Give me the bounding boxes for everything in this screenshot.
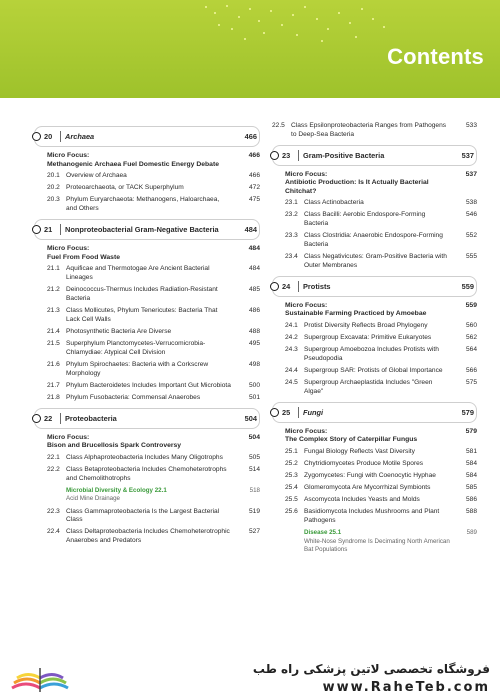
section-title: Chytridiomycetes Produce Motile Spores	[304, 460, 424, 468]
page-number: 533	[465, 122, 477, 129]
page-number: 472	[248, 184, 260, 192]
page-number: 555	[465, 253, 477, 261]
page-number: 588	[465, 508, 477, 516]
section-title: Superphylum Planctomycetes-Verrucomicrobia-Chlamydiae: Atypical Cell Division	[66, 339, 206, 356]
section-number: 20.2	[47, 184, 60, 192]
section-number: 20.3	[47, 196, 60, 204]
divider	[298, 407, 299, 418]
section-number: 25.1	[285, 447, 298, 455]
section-number: 24.1	[285, 322, 298, 330]
page-number: 466	[248, 172, 260, 180]
toc-entry[interactable]	[272, 367, 477, 376]
page-number: 484	[248, 244, 260, 252]
section-title: Glomeromycota Are Mycorrhizal Symbionts	[304, 484, 431, 492]
toc-entry[interactable]	[34, 454, 260, 463]
page-number: 586	[465, 496, 477, 504]
section-number: 21.6	[47, 360, 60, 368]
watermark-url[interactable]: www.RaheTeb.com	[322, 680, 490, 695]
toc-entry[interactable]	[34, 382, 260, 391]
micro-focus-label: Micro Focus:	[47, 433, 90, 441]
section-title: Photosynthetic Bacteria Are Diverse	[66, 327, 172, 335]
section-title: Class Negativicutes: Gram-Positive Bacteria with Outer Membranes	[304, 253, 447, 270]
section-title: Deinococcus-Thermus Includes Radiation-Resistant Bacteria	[66, 286, 218, 302]
page-number: 560	[465, 322, 477, 330]
section-title: Class Actinobacteria	[304, 199, 364, 207]
chapter-title: Protists	[303, 281, 331, 291]
divider	[298, 281, 299, 292]
page-number: 537	[465, 170, 477, 178]
section-title: Fungal Biology Reflects Vast Diversity	[304, 447, 415, 455]
micro-focus-entry[interactable]	[272, 428, 477, 445]
micro-focus-entry[interactable]	[272, 302, 477, 319]
toc-entry[interactable]	[272, 484, 477, 493]
section-title: Class Epsilonproteobacteria Ranges from Pathogens to Deep-Sea Bacteria	[291, 122, 447, 138]
toc-left-column	[34, 121, 260, 549]
feature-box-title: Acid Mine Drainage	[66, 495, 120, 503]
section-title: Protist Diversity Reflects Broad Phylogeny	[304, 322, 428, 330]
feature-box-label: Microbial Diversity & Ecology 22.1	[66, 486, 167, 494]
page-number: 498	[248, 360, 260, 368]
section-number: 24.3	[285, 346, 298, 354]
watermark-site-name: فروشگاه تخصصی لاتین پزشکی راه طب	[252, 662, 490, 676]
toc-entry[interactable]	[34, 172, 260, 181]
page-number: 566	[465, 367, 477, 375]
page-number: 552	[465, 232, 477, 240]
chapter-bullet-icon	[270, 282, 279, 291]
micro-focus-entry[interactable]	[34, 245, 260, 262]
toc-entry[interactable]	[272, 346, 477, 364]
watermark-footer	[0, 650, 500, 700]
micro-focus-title: Antibiotic Production: Is It Actually Bacterial Chitchat?	[285, 179, 429, 195]
page-number: 538	[465, 199, 477, 207]
chapter-title: Nonproteobacterial Gram-Negative Bacteria	[65, 224, 219, 234]
micro-focus-entry[interactable]	[34, 434, 260, 451]
toc-entry[interactable]	[34, 508, 260, 526]
toc-entry[interactable]	[34, 361, 260, 379]
toc-entry[interactable]	[34, 466, 260, 484]
toc-entry[interactable]	[272, 199, 477, 208]
chapter-number: 22	[44, 413, 53, 423]
chapter-number: 25	[282, 407, 291, 417]
section-number: 21.8	[47, 393, 60, 401]
feature-box-title: White-Nose Syndrome Is Decimating North American Bat Populations	[304, 537, 450, 554]
page-number: 485	[248, 286, 260, 294]
section-number: 21.4	[47, 327, 60, 335]
page-number: 486	[248, 306, 260, 314]
divider	[60, 131, 61, 142]
chapter-heading[interactable]	[34, 219, 260, 240]
micro-focus-title: The Complex Story of Caterpillar Fungus	[285, 436, 418, 444]
page-number: 505	[248, 453, 260, 461]
toc-entry[interactable]	[272, 334, 477, 343]
page-number: 585	[465, 484, 477, 492]
chapter-bullet-icon	[270, 408, 279, 417]
micro-focus-entry[interactable]	[272, 171, 477, 197]
section-title: Supergroup Excavata: Primitive Eukaryotes	[304, 334, 432, 342]
toc-entry[interactable]	[272, 322, 477, 331]
toc-entry[interactable]	[272, 379, 477, 397]
section-number: 23.4	[285, 253, 298, 261]
page-number: 488	[248, 327, 260, 335]
micro-focus-label: Micro Focus:	[285, 427, 328, 435]
page-number: 495	[248, 339, 260, 347]
page-number: 579	[461, 407, 474, 417]
section-number: 20.1	[47, 172, 60, 180]
page-number: 484	[244, 224, 257, 234]
toc-entry[interactable]	[272, 122, 477, 140]
section-number: 22.1	[47, 453, 60, 461]
section-number: 21.7	[47, 381, 60, 389]
chapter-bullet-icon	[270, 151, 279, 160]
page-number: 584	[465, 460, 477, 468]
chapter-title: Fungi	[303, 407, 324, 417]
feature-box-label: Disease 25.1	[304, 529, 342, 537]
toc-entry[interactable]	[34, 528, 260, 546]
micro-focus-title: Fuel From Food Waste	[47, 253, 121, 261]
micro-focus-label: Micro Focus:	[47, 152, 90, 159]
section-number: 21.2	[47, 286, 60, 294]
micro-focus-entry[interactable]	[34, 152, 260, 169]
toc-entry[interactable]	[272, 232, 477, 250]
chapter-bullet-icon	[32, 132, 41, 141]
page-number: 514	[248, 465, 260, 473]
page-number: 504	[248, 433, 260, 441]
page-number: 504	[244, 413, 257, 423]
section-number: 22.5	[272, 122, 285, 129]
section-number: 25.6	[285, 508, 298, 516]
section-number: 22.4	[47, 528, 60, 536]
section-number: 21.3	[47, 306, 60, 314]
micro-focus-title: Sustainable Farming Practiced by Amoebae	[285, 310, 427, 318]
chapter-title: Proteobacteria	[65, 413, 117, 423]
section-title: Class Deltaproteobacteria Includes Chemoheterotrophic Anaerobes and Predators	[66, 528, 230, 545]
toc-entry[interactable]	[34, 184, 260, 193]
toc-right-column	[272, 122, 477, 559]
page-number: 584	[465, 472, 477, 480]
page-number: 589	[466, 529, 477, 537]
toc-entry[interactable]	[34, 196, 260, 214]
micro-focus-label: Micro Focus:	[47, 244, 90, 252]
micro-focus-title: Bison and Brucellosis Spark Controversy	[47, 442, 182, 450]
toc-entry[interactable]	[272, 448, 477, 457]
toc-entry[interactable]	[272, 508, 477, 526]
page-number: 562	[465, 334, 477, 342]
page-number: 537	[461, 150, 474, 160]
page-number: 559	[461, 281, 474, 291]
header-banner	[0, 0, 500, 98]
page-number: 575	[465, 379, 477, 387]
section-number: 22.3	[47, 507, 60, 515]
section-number: 24.2	[285, 334, 298, 342]
section-title: Class Betaproteobacteria Includes Chemoheterotrophs and Chemolithotrophs	[66, 465, 227, 482]
chapter-heading[interactable]	[272, 276, 477, 297]
section-title: Class Gammaproteobacteria Is the Largest Bacterial Class	[66, 507, 220, 524]
section-title: Phylum Euryarchaeota: Methanogens, Haloarchaea, and Others	[66, 196, 220, 213]
section-title: Phylum Bacteroidetes Includes Important Gut Microbiota	[66, 381, 231, 389]
section-number: 23.3	[285, 232, 298, 240]
section-number: 23.2	[285, 211, 298, 219]
chapter-number: 24	[282, 281, 291, 291]
section-title: Overview of Archaea	[66, 172, 127, 180]
section-number: 21.1	[47, 265, 60, 273]
feature-box-entry[interactable]	[34, 487, 260, 504]
page-number: 500	[248, 381, 260, 389]
section-title: Class Clostridia: Anaerobic Endospore-Forming Bacteria	[304, 232, 443, 249]
section-number: 23.1	[285, 199, 298, 207]
toc-entry[interactable]	[272, 496, 477, 505]
page-title: Contents	[387, 44, 484, 69]
chapter-heading[interactable]	[272, 145, 477, 166]
section-title: Basidiomycota Includes Mushrooms and Plant Pathogens	[304, 508, 440, 525]
divider	[60, 224, 61, 235]
chapter-title: Gram-Positive Bacteria	[303, 150, 385, 160]
section-title: Aquificae and Thermotogae Are Ancient Bacterial Lineages	[66, 265, 210, 281]
chapter-title: Archaea	[65, 132, 95, 141]
chapter-heading[interactable]	[272, 402, 477, 423]
section-title: Proteoarchaeota, or TACK Superphylum	[66, 184, 184, 192]
section-title: Supergroup Archaeplastida Includes "Green Algae"	[304, 379, 433, 395]
section-title: Supergroup Amoebozoa Includes Protists with Pseudopodia	[304, 346, 439, 363]
chapter-number: 20	[44, 132, 53, 141]
page-number: 579	[465, 427, 477, 435]
section-number: 21.5	[47, 339, 60, 347]
page-number: 519	[248, 507, 260, 515]
toc-entry[interactable]	[34, 286, 260, 304]
section-title: Class Alphaproteobacteria Includes Many Oligotrophs	[66, 453, 223, 461]
page-number: 546	[465, 211, 477, 219]
section-number: 25.4	[285, 484, 298, 492]
chapter-number: 23	[282, 150, 291, 160]
feature-box-entry[interactable]	[272, 529, 477, 554]
toc-entry[interactable]	[272, 472, 477, 481]
page-number: 518	[249, 486, 260, 494]
toc-entry[interactable]	[34, 340, 260, 358]
chapter-heading[interactable]	[34, 126, 260, 147]
page-number: 581	[465, 447, 477, 455]
toc-entry[interactable]	[34, 265, 260, 283]
divider	[298, 150, 299, 161]
toc-entry[interactable]	[272, 211, 477, 229]
section-title: Phylum Spirochaetes: Bacteria with a Corkscrew Morphology	[66, 360, 209, 377]
page-number: 466	[244, 132, 257, 141]
chapter-bullet-icon	[32, 225, 41, 234]
divider	[60, 413, 61, 424]
book-logo-icon	[8, 658, 72, 698]
page-number: 484	[248, 265, 260, 273]
chapter-heading[interactable]	[34, 408, 260, 429]
section-title: Class Bacilli: Aerobic Endospore-Forming Bacteria	[304, 211, 426, 228]
page-number: 559	[465, 301, 477, 309]
toc-entry[interactable]	[272, 460, 477, 469]
chapter-bullet-icon	[32, 414, 41, 423]
section-number: 25.2	[285, 460, 298, 468]
section-number: 24.4	[285, 367, 298, 375]
toc-entry[interactable]	[272, 253, 477, 271]
page-number: 564	[465, 346, 477, 354]
page-number: 501	[248, 393, 260, 401]
toc-entry[interactable]	[34, 328, 260, 337]
section-number: 25.3	[285, 472, 298, 480]
section-number: 24.5	[285, 379, 298, 387]
section-title: Zygomycetes: Fungi with Coenocytic Hyphae	[304, 472, 436, 480]
page-number: 527	[248, 528, 260, 536]
page-number: 475	[248, 196, 260, 204]
section-number: 22.2	[47, 465, 60, 473]
micro-focus-label: Micro Focus:	[285, 301, 328, 309]
toc-entry[interactable]	[34, 394, 260, 403]
section-title: Supergroup SAR: Protists of Global Importance	[304, 367, 443, 375]
toc-entry[interactable]	[34, 307, 260, 325]
section-title: Ascomycota Includes Yeasts and Molds	[304, 496, 420, 504]
chapter-number: 21	[44, 224, 53, 234]
section-number: 25.5	[285, 496, 298, 504]
micro-focus-title: Methanogenic Archaea Fuel Domestic Energy Debate	[47, 160, 219, 168]
micro-focus-label: Micro Focus:	[285, 170, 328, 178]
section-title: Phylum Fusobacteria: Commensal Anaerobes	[66, 393, 201, 401]
page-number: 466	[248, 152, 260, 159]
section-title: Class Mollicutes, Phylum Tenericutes: Bacteria That Lack Cell Walls	[66, 306, 218, 323]
